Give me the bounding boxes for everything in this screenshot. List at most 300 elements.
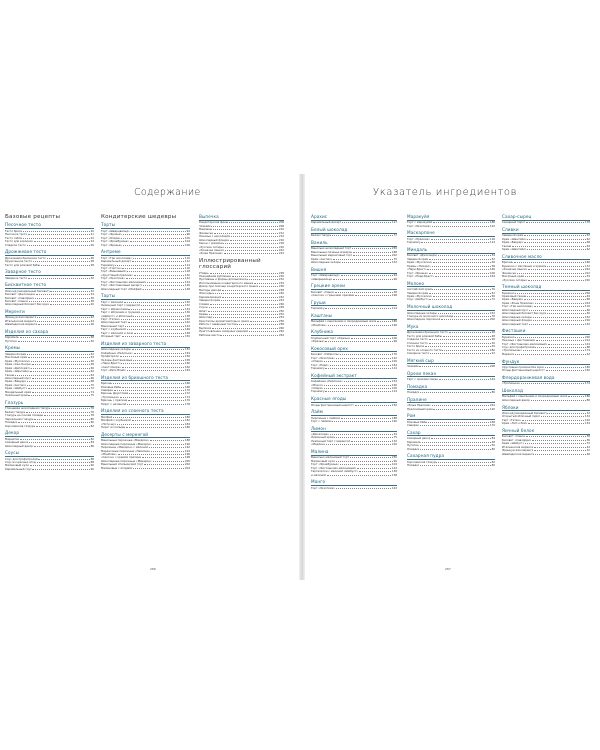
entry-page: 122 [391,355,397,360]
dot-leader [213,317,278,318]
dot-leader [422,442,491,443]
entry-name: Соус из красных ягод [5,461,36,465]
entry-name: Тесто сабле [5,236,22,240]
dot-leader [143,289,184,290]
section-heading: Сливочное масло [502,253,542,259]
entry-name: Финансье [502,271,516,275]
entry-name: Карамель [5,336,19,340]
left-page-column-2 [101,214,190,564]
dot-leader [28,388,90,389]
dot-leader [425,346,491,347]
ingredients-index-page [303,174,597,580]
entry-page: 170 [489,423,495,428]
dot-leader [37,321,90,322]
entry-page: 150 [184,334,190,339]
entry-name: Заварной крем [407,257,429,261]
entry-page: 232 [278,277,284,282]
entry-name: Сладкое тесто [5,243,26,247]
entry-name: Тирамису [101,263,115,267]
entry-page: 48 [90,335,94,340]
entry-name: Чизкейк [407,365,419,369]
dot-leader [221,300,278,301]
dot-leader [237,324,278,325]
entry-page: 152 [391,260,397,265]
entry-page: 140 [184,317,190,321]
entry-name: «Пити-шу» [101,422,117,426]
entry-page: 258 [278,322,284,327]
dot-leader [529,310,586,311]
dot-leader [20,337,90,338]
entry-name: Финансье [199,231,213,235]
index-entry [101,426,190,429]
dot-leader [433,222,489,223]
entry-page: 66 [90,376,94,381]
entry-page: 234 [278,280,284,285]
dot-leader [523,350,584,351]
section-heading: Манго [311,479,326,485]
entry-name: Бисквит «Савоярди» [502,438,532,442]
dot-leader [517,273,584,274]
index-entry [502,279,590,282]
entry-page: 154 [391,379,397,384]
entry-page: 144 [184,323,190,328]
dot-leader [130,241,184,242]
section-heading: Белый шоколад [311,227,348,233]
entry-name: Торт «Фисташково-малиновый» [311,466,357,470]
dot-leader [141,305,184,306]
entry-page: 84 [90,440,94,445]
dot-leader [131,231,186,232]
section-heading: Красные ягоды [311,396,347,402]
index-entry [5,468,94,471]
contents-page [3,174,297,580]
entry-page: 136 [391,469,397,474]
dot-leader [47,258,90,259]
dot-leader [128,322,184,323]
entry-name: Масляный крем [502,275,525,279]
dot-leader [127,271,184,272]
entry-name: Шоколадный тарт [101,321,127,325]
entry-name: Шоколадный тарт [502,322,528,326]
entry-name: Бисквит «Узбеколь» [311,353,340,357]
entry-name: Торт «Тортон» [101,266,122,270]
entry-page: 214 [584,338,590,343]
entry-page: 250 [278,308,284,313]
entry-name: Нугатин [407,444,419,448]
entry-name: Торт «Экзотика» [101,277,125,281]
entry-name: Нежнейшие рубленые [199,274,231,278]
dot-leader [535,347,585,348]
entry-page: 88 [586,345,590,350]
entry-page: 56 [90,358,94,363]
entry-name: Торт «Три шоколада» [502,305,533,309]
entry-page: 70 [393,256,397,261]
dot-leader [27,385,90,386]
entry-name: «Джоконда» [311,433,329,437]
entry-name: Тирамису [311,307,325,311]
entry-page: 180 [489,347,495,352]
entry-name: «Кошачьи языки» [502,268,528,272]
entry-page: 114 [184,262,190,267]
entry-name: Пирожные с лаймом [311,416,341,420]
entry-page: 160 [489,267,495,272]
dot-leader [133,468,184,469]
index-entry [311,221,397,224]
dot-leader [442,350,489,351]
entry-page: 80 [491,463,495,468]
entry-page: 100 [391,386,397,391]
entry-page: 72 [491,297,495,302]
entry-name: «Мокко» [311,383,324,387]
entry-page: 70 [90,382,94,387]
dot-leader [532,440,586,441]
entry-name: «Хрустящий пралине» [101,273,133,277]
entry-page: 122 [184,276,190,281]
entry-page: 230 [391,455,397,460]
entry-page: 230 [278,273,284,278]
entry-name: Крем «Сен-Оноре» [5,363,32,367]
entry-page: 186 [391,319,397,324]
dot-leader [336,358,391,359]
entry-page: 64 [586,243,590,248]
entry-page: 178 [184,401,190,406]
dot-leader [541,416,584,417]
section-heading: Мягкий сыр [407,357,434,363]
section-heading: Кондитерские шедевры [101,214,177,220]
entry-name: Кондитерская фанш [199,221,229,225]
dot-leader [28,277,90,278]
dot-leader [32,378,90,379]
entry-name: Торт «Paris Brest» [101,369,126,373]
section-heading: Яблоки [502,404,519,410]
section-heading: Бисквитное тесто [5,282,47,288]
dot-leader [41,264,90,265]
section-heading: Пралине [407,396,427,402]
entry-name: Торт «Опера» [101,236,121,240]
entry-page: 120 [489,406,495,411]
dot-leader [568,396,584,397]
entry-page: 176 [391,352,397,357]
section-heading: Вишня [311,266,327,272]
entry-name: Сахарное тесто [407,352,430,356]
entry-name: Кексы с джемом [199,242,223,246]
entry-page: 238 [278,287,284,292]
dot-leader [127,370,184,371]
index-entry [311,324,397,327]
entry-page: 30 [491,340,495,345]
entry-page: 20 [491,344,495,349]
dot-leader [23,238,90,239]
entry-name: Шоколадные эклеры [502,315,532,319]
entry-page: 152 [584,314,590,319]
section-heading: Флердоранжевая вода [502,375,555,381]
entry-page: 124 [391,465,397,470]
entry-name: «Саксон» с кремом пралине [101,456,142,460]
entry-page: 66 [586,307,590,312]
dot-leader [143,285,184,286]
entry-page: 34 [393,432,397,437]
entry-page: 82 [90,423,94,428]
entry-name: Бриошь [101,382,112,386]
entry-name: Декор при помощи кондитерского мешка [199,285,259,289]
entry-name: Шоколадные пирожные «Макарон» [101,459,152,463]
section-heading: Маракуйя [407,214,430,219]
dot-leader [222,290,278,291]
entry-page: 100 [184,235,190,240]
entry-page: 80 [491,446,495,451]
dot-leader [352,248,391,249]
entry-name: Карамельный десерт [101,260,132,264]
entry-page: 52 [586,233,590,238]
dot-leader [435,276,489,277]
entry-name: Тирамису [311,367,325,371]
entry-page: 196 [184,452,190,456]
dot-leader [351,338,391,339]
entry-name: Шоколадный бисквит без муки [5,303,50,307]
dot-leader [454,316,491,317]
dot-leader [214,233,278,234]
entry-page: 224 [584,300,590,305]
entry-page: 122 [391,485,397,490]
dot-leader [125,326,184,327]
entry-page: 26 [491,337,495,342]
entry-page: 32 [90,288,94,293]
entry-name: Шпат [199,309,207,313]
entry-name: Кремы [199,312,209,316]
index-entry [5,425,94,428]
entry-name: Ванильный тарт [101,324,125,328]
entry-name: Бриошь фруктовая [101,392,129,396]
section-heading: Помадка [407,383,428,389]
index-entry [311,307,397,310]
entry-page: 216 [584,318,590,323]
entry-name: Шоколадный фондан [199,238,230,242]
dot-leader [432,226,489,227]
entry-page: 130 [184,299,190,304]
section-heading: Соусы [5,450,20,456]
entry-page: 110 [584,304,590,309]
section-heading: Кофейный экстракт [311,372,357,378]
entry-name: Крем «Роше Пралине» [502,301,534,305]
entry-page: 166 [184,381,190,386]
dot-leader [334,437,392,438]
entry-name: Ванильные печенье макарон [311,250,353,254]
entry-name: Торт «Фрамбуазье» [311,463,339,467]
index-entry [311,234,397,237]
index-entry [502,248,590,251]
dot-leader [344,381,392,382]
section-heading: Торты [101,222,116,228]
entry-name: Малиновый кули [311,459,335,463]
entry-page: 212 [278,230,284,235]
entry-name: Шоколадный мусс [502,308,529,312]
index-entry [311,404,397,407]
entry-name: Шоколадный декор [502,398,530,402]
entry-name: «Мадлен» [311,443,326,447]
entry-page: 262 [278,329,284,334]
index-entry [5,394,94,397]
entry-name: Торт «Фисташково-малиновый» [101,280,147,284]
entry-page: 42 [586,448,590,453]
dot-leader [432,289,490,290]
entry-name: Торт «Экзотика» [311,486,335,490]
dot-leader [545,367,584,368]
entry-page: 142 [184,320,190,325]
entry-page: 190 [391,418,397,423]
index-entry [407,225,495,228]
dot-leader [324,361,391,362]
entry-page: 208 [278,223,284,228]
entry-page: 28 [90,259,94,264]
dot-leader [37,462,90,463]
dot-leader [35,297,90,298]
entry-name: Саварен [101,388,113,392]
entry-name: Дрожжевое бриошное тесто [407,331,448,335]
entry-name: Бисквит «Саша» [5,299,29,303]
dot-leader [524,242,586,243]
entry-page: 168 [184,384,190,389]
entry-page: 188 [391,415,397,420]
entry-name: «Русские сигары» [199,245,225,249]
section-heading: Молочный шоколад [407,304,453,310]
entry-name: Торт «Три шоколада» [101,256,132,260]
entry-name: Глянцевая шоколадная глазурь [5,407,51,411]
entry-page: 242 [278,294,284,299]
right-page-column-2 [407,214,495,564]
entry-page: 172 [184,391,190,396]
section-heading: Изделия из заварного теста [101,340,167,346]
entry-page: 38 [586,434,590,439]
entry-page: 56 [491,294,495,299]
entry-name: Тесто из слоеного теста [407,348,442,352]
entry-name: Заварной крем [5,352,27,356]
index-entry [407,318,495,321]
index-entry [101,467,190,470]
entry-page: 174 [584,348,590,353]
entry-page: 106 [184,242,190,247]
dot-leader [327,475,391,476]
entry-page: 136 [184,310,190,315]
entry-name: Тесто для корзинок [5,240,34,244]
entry-name: Эклеры фисташковые [101,358,133,362]
dot-leader [421,242,489,243]
dot-leader [128,400,184,401]
entry-name: «Кошачьи языки» [199,249,225,253]
index-entry [502,353,590,356]
dot-leader [30,465,90,466]
dot-leader [32,364,89,365]
dot-leader [28,234,90,235]
entry-name: Ягоды фисташковый шарлотт [311,403,354,407]
index-entry [101,244,190,247]
entry-page: 88 [90,460,94,465]
entry-page: 148 [184,330,190,335]
entry-name: Саварен [407,424,419,428]
entry-page: 162 [184,364,190,369]
dot-leader [438,255,491,256]
entry-page: 104 [391,462,397,467]
entry-page: 46 [586,451,590,456]
dot-leader [420,392,491,393]
index-entry [407,408,495,411]
dot-leader [328,325,391,326]
entry-name: Тесто брисе [5,229,23,233]
entry-name: Торт «Фисташково-малиновый» [502,342,548,346]
entry-name: Лимонный крем [5,394,28,398]
entry-name: Малиновые с ягодами [101,466,133,470]
dot-leader [340,354,391,355]
entry-page: 44 [90,318,94,323]
entry-page: 80 [491,390,495,395]
entry-page: 82 [491,459,495,464]
entry-page: 76 [491,313,495,318]
index-entry [311,278,397,281]
section-heading: Орехи пекан [407,370,437,376]
entry-name: Английский крем [407,288,432,292]
index-entry [407,424,495,427]
entry-name: Малиновый кули [5,464,29,468]
entry-page: 94 [186,228,190,233]
dot-leader [377,321,391,322]
dot-leader [247,279,278,280]
entry-page: 264 [278,332,284,337]
dot-leader [23,231,90,232]
dot-leader [340,464,391,465]
entry-page: 58 [90,362,94,367]
dot-leader [526,222,584,223]
entry-name: Использование кондитерского мешка [199,281,254,285]
entry-page: 254 [278,315,284,320]
dot-leader [113,417,184,418]
entry-name: Королевская глазурь [407,460,438,464]
entry-name: Карамелизация [199,295,222,299]
entry-page: 164 [184,368,190,373]
dot-leader [121,363,184,364]
entry-page: 24 [90,239,94,244]
dot-leader [429,299,490,300]
dot-leader [122,366,184,367]
entry-page: 75 [393,435,397,440]
entry-name: «Пари-Брест» [407,268,427,272]
entry-page: 34 [491,253,495,258]
entry-page: 188 [489,220,495,225]
dot-leader [330,434,393,435]
dot-leader [548,343,584,344]
entry-name: Торт «Экзотика» [407,224,431,228]
entry-name: Чизкейк [199,224,211,228]
entry-page: 42 [90,315,94,320]
entry-page: 198 [184,455,190,460]
entry-name: Дрожжевое бриошное тесто [5,256,46,260]
entry-name: Тирамису [311,390,325,394]
index-entry [101,288,190,291]
dot-leader [28,357,90,358]
entry-name: Ванильно-малиновый торт [311,456,349,460]
entry-page: 77 [393,233,397,238]
entry-page: 210 [278,227,284,232]
entry-page: 260 [278,325,284,330]
dot-leader [357,468,391,469]
entry-page: 164 [391,362,397,367]
dot-leader [325,368,391,369]
entry-name: Марципан [5,437,20,441]
entry-name: Торт «Пралине» [407,237,430,241]
dot-leader [230,240,278,241]
entry-page: 174 [184,394,190,399]
page-number: 287 [445,567,451,571]
entry-page: 62 [90,369,94,374]
dot-leader [535,454,586,455]
